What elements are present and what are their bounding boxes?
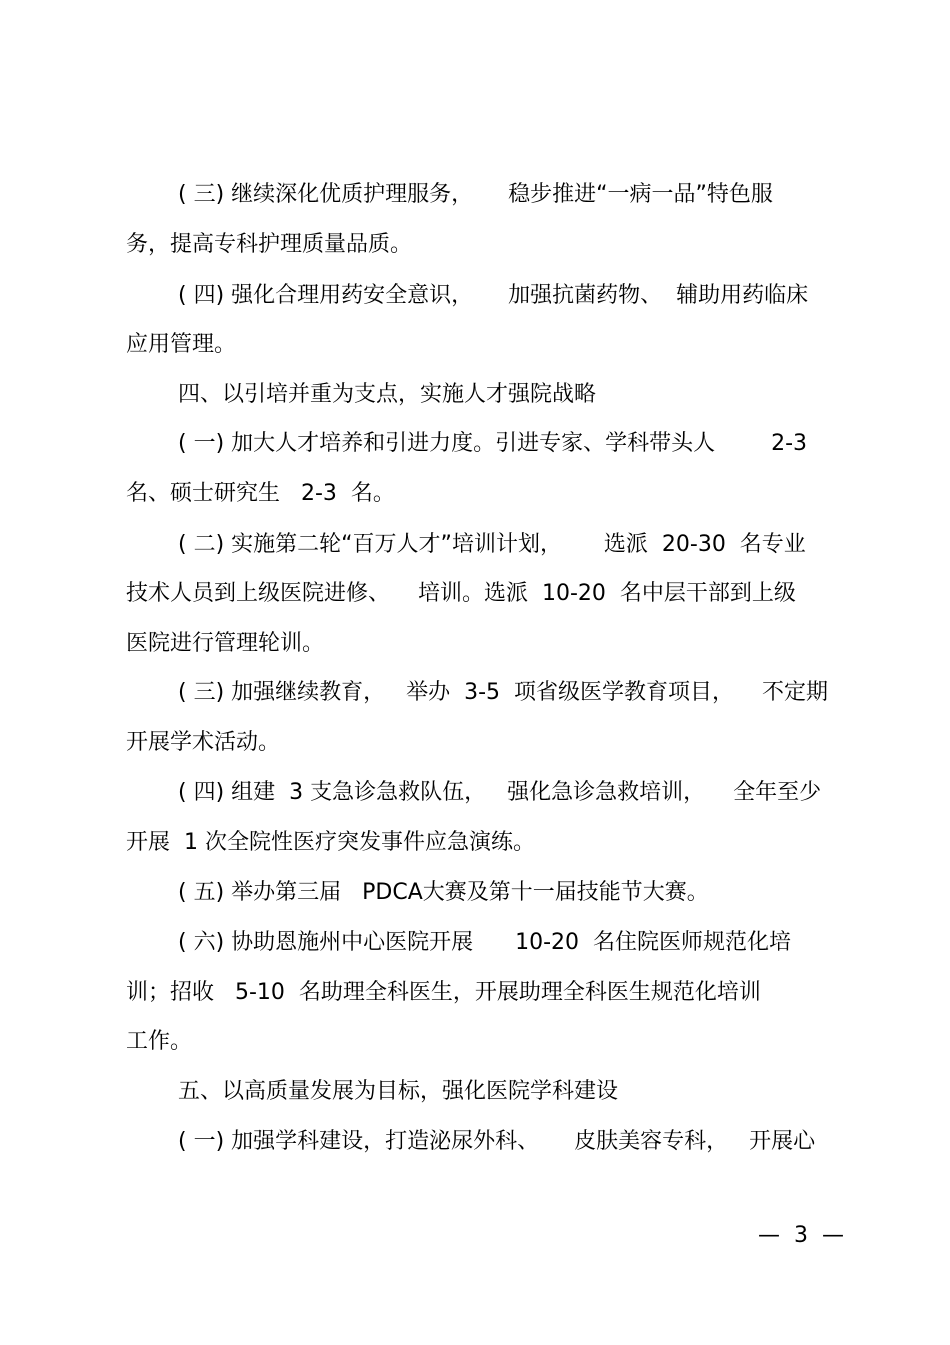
text-line: ( 一) 加强学科建设，打造泌尿外科、 皮肤美容专科， 开展心 <box>178 1129 816 1154</box>
text-line: 技术人员到上级医院进修、 培训。选派 10-20 名中层干部到上级 <box>126 581 796 606</box>
text-line: 开展 1 次全院性医疗突发事件应急演练。 <box>126 830 535 855</box>
text-line: ( 四) 强化合理用药安全意识， 加强抗菌药物、 辅助用药临床 <box>178 283 809 308</box>
section-heading: 五、以高质量发展为目标，强化医院学科建设 <box>178 1079 619 1104</box>
text-line: 务，提高专科护理质量品质。 <box>126 232 413 257</box>
text-line: 训；招收 5-10 名助理全科医生，开展助理全科医生规范化培训 <box>126 980 761 1005</box>
text-line: 医院进行管理轮训。 <box>126 631 325 656</box>
text-line: ( 三) 继续深化优质护理服务， 稳步推进“一病一品”特色服 <box>178 182 773 207</box>
text-line: ( 五) 举办第三届 PDCA大赛及第十一届技能节大赛。 <box>178 880 709 905</box>
text-line: ( 四) 组建 3 支急诊急救队伍， 强化急诊急救培训， 全年至少 <box>178 780 822 805</box>
text-line: 应用管理。 <box>126 332 237 357</box>
text-line: ( 二) 实施第二轮“百万人才”培训计划， 选派 20-30 名专业 <box>178 532 806 557</box>
text-line: ( 三) 加强继续教育， 举办 3-5 项省级医学教育项目， 不定期 <box>178 680 829 705</box>
page-number: — 3 — <box>758 1223 844 1248</box>
text-line: 开展学术活动。 <box>126 730 281 755</box>
text-line: 名、硕士研究生 2-3 名。 <box>126 481 395 506</box>
text-line: 工作。 <box>126 1029 193 1054</box>
text-line: ( 一) 加大人才培养和引进力度。引进专家、学科带头人 2-3 <box>178 431 808 456</box>
section-heading: 四、以引培并重为支点，实施人才强院战略 <box>178 382 597 407</box>
text-line: ( 六) 协助恩施州中心医院开展 10-20 名住院医师规范化培 <box>178 930 792 955</box>
